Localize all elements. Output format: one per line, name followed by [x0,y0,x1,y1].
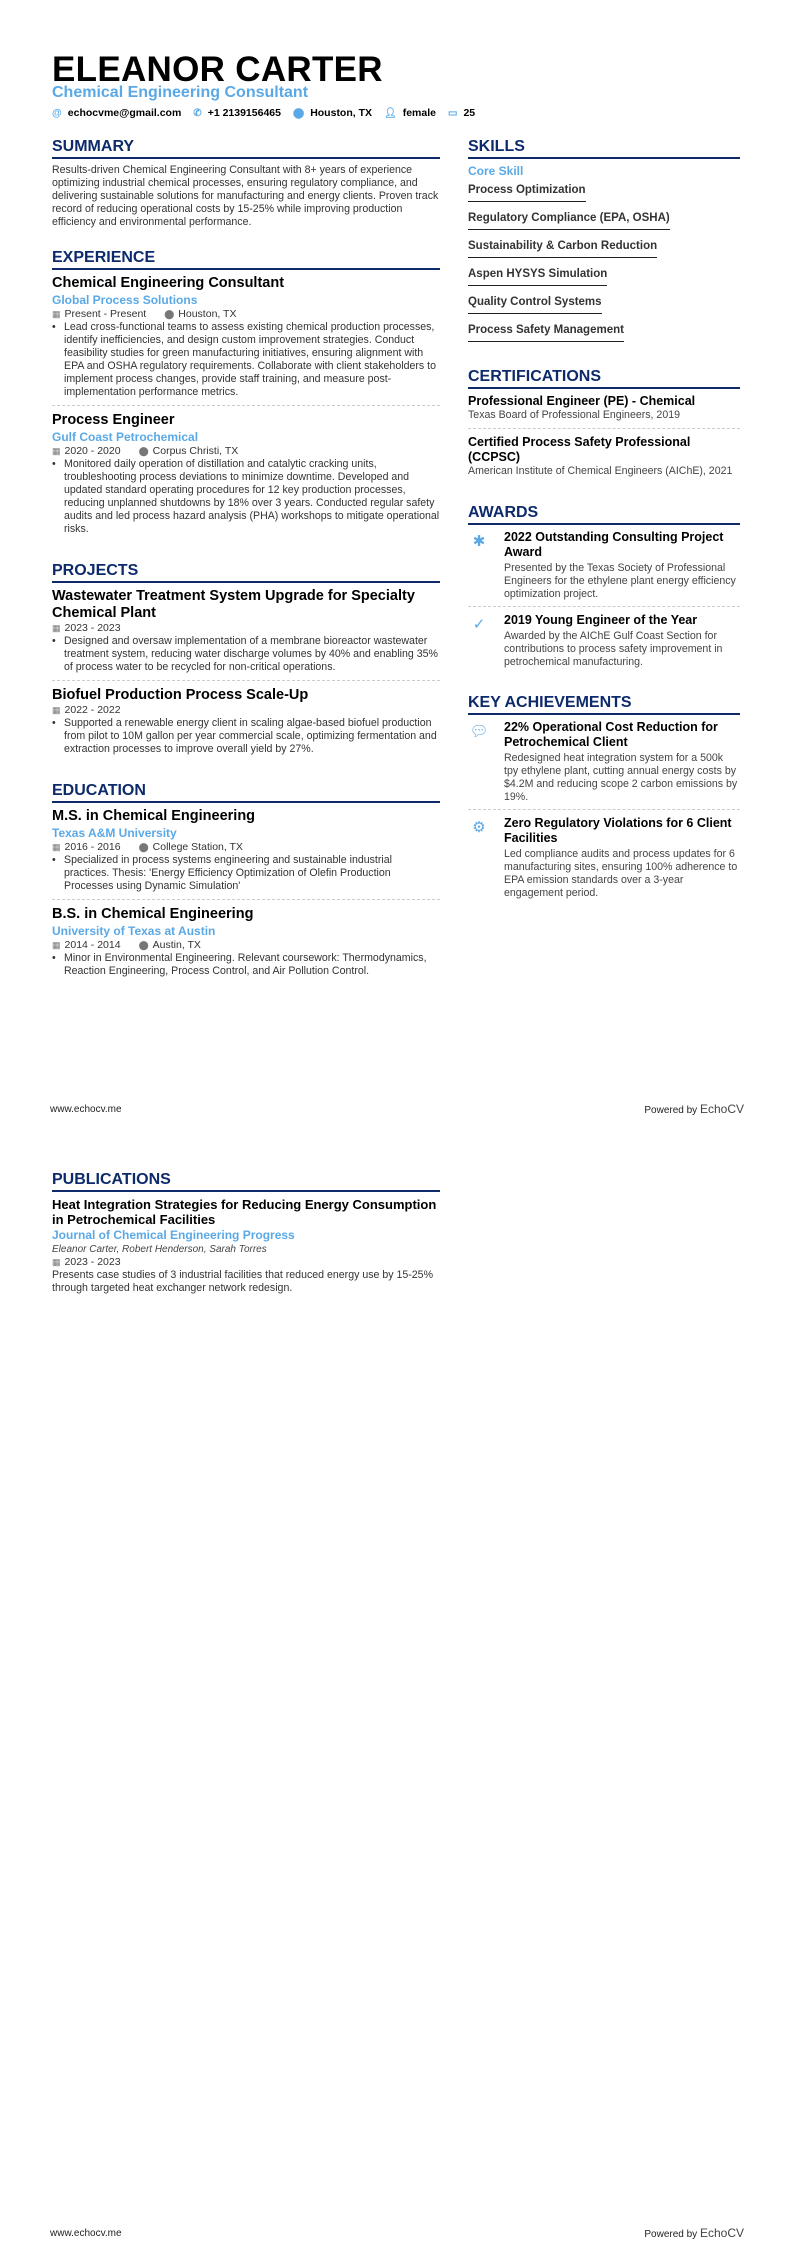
certification-issuer: American Institute of Chemical Engineers (AIChE), 2021 [468,465,733,477]
publication-item [52,1197,440,1301]
award-title: 2019 Young Engineer of the Year [504,613,698,627]
education-item [52,906,440,984]
calendar-icon: ▭ [448,108,458,119]
certification-title: Certified Process Safety Professional (CCPSC) [468,435,691,464]
footer-powered-by: Powered by EchoCV [644,2226,744,2240]
skill-item: Process Safety Management [468,324,624,342]
map-pin-icon: ⬤ [138,446,149,456]
dates: 2023 - 2023 [64,1256,121,1268]
contact-gender: 👤︎ female [384,107,436,119]
project-item [52,687,440,762]
left-column [52,1171,440,1321]
bullet-icon: • [52,952,56,964]
resume-page-2 [0,1123,794,2246]
certification-title: Professional Engineer (PE) - Chemical [468,394,696,408]
skill-item: Regulatory Compliance (EPA, OSHA) [468,212,670,230]
contact-age: ▭ 25 [448,107,476,119]
company-name: Global Process Solutions [52,293,198,307]
education-section [52,782,440,984]
job-title: Process Engineer [52,412,175,428]
summary-text: Results-driven Chemical Engineering Consultant with 8+ years of experience optimizing industrial chemical processes, ensuring regulatory compliance, and delivering sustainable solutions for manufacturing and energy clients. Proven track record of reducing operational costs by 15-25% while improving production efficiency and environmental performance. [52,164,439,228]
skill-group-title: Core Skill [468,164,524,178]
comment-icon: 💬︎ [469,723,489,740]
dates: 2022 - 2022 [64,704,121,716]
brand-logo: EchoCV [699,2226,744,2240]
contact-email[interactable]: @ echocvme@gmail.com [52,107,182,119]
location: Corpus Christi, TX [152,445,239,457]
certification-item [468,435,740,484]
section-heading: PROJECTS [52,562,440,583]
bullet-icon: • [52,458,56,470]
map-pin-icon: ⬤ [164,309,175,319]
left-column [52,138,440,1004]
calendar-icon: ▦ [52,940,61,950]
award-item [468,530,740,607]
section-heading: SKILLS [468,138,740,159]
school-name: Texas A&M University [52,826,177,840]
dates: 2020 - 2020 [64,445,121,457]
education-description: Minor in Environmental Engineering. Relevant coursework: Thermodynamics, Reaction Engineering, Process Control, and Air Pollution Control. [64,952,427,977]
achievement-title: Zero Regulatory Violations for 6 Client Facilities [504,816,732,845]
achievement-item [468,720,740,810]
brand-logo: EchoCV [699,1102,744,1116]
education-description: Specialized in process systems engineering and sustainable industrial practices. Thesis: 'Energy Efficiency Optimization of Olefin Production Processes using Dynamic Simulation' [64,854,393,892]
section-heading: SUMMARY [52,138,440,159]
map-pin-icon: ⬤ [138,842,149,852]
job-title: Chemical Engineering Consultant [52,275,285,291]
skill-item: Sustainability & Carbon Reduction [468,240,657,258]
experience-item [52,275,440,406]
check-icon: ✓ [472,616,486,633]
location: Austin, TX [152,939,201,951]
at-icon: @ [52,108,62,119]
dates: 2016 - 2016 [64,841,121,853]
bullet-icon: • [52,854,56,866]
job-description: Monitored daily operation of distillation and catalytic cracking units, troubleshooting process deviations to minimize downtime. Developed and updated standard operating procedures for 12 key production processes, reducing unplanned shutdowns by 18% over 3 years. Conducted regular safety audits and led process hazard analysis (PHA) workshops to mitigate operational risks. [64,458,440,535]
footer-url[interactable]: www.echocv.me [50,1104,122,1115]
certifications-section [468,368,740,484]
section-heading: KEY ACHIEVEMENTS [468,694,740,715]
bug-icon: ✱ [472,533,486,550]
bullet-icon: • [52,321,56,333]
awards-section [468,504,740,674]
project-description: Supported a renewable energy client in scaling algae-based biofuel production from pilot to 10M gallon per year commercial scale, optimizing fermentation and extraction processes to improve overall yield by 27%. [64,717,437,755]
section-heading: EXPERIENCE [52,249,440,270]
award-description: Awarded by the AIChE Gulf Coast Section for contributions to process safety improvement in petrochemical manufacturing. [504,630,723,668]
publications-section [52,1171,440,1301]
dates: 2023 - 2023 [64,622,121,634]
calendar-icon: ▦ [52,446,61,456]
section-heading: AWARDS [468,504,740,525]
project-title: Biofuel Production Process Scale-Up [52,687,309,703]
calendar-icon: ▦ [52,705,61,715]
publication-description: Presents case studies of 3 industrial facilities that reduced energy use by 15-25% through targeted heat exchanger network redesign. [52,1269,433,1294]
experience-item [52,412,440,542]
projects-section [52,562,440,762]
award-item [468,613,740,674]
section-heading: EDUCATION [52,782,440,803]
achievement-description: Led compliance audits and process updates for 6 manufacturing sites, ensuring 100% adherence to EPA emission standards over a 3-year engagement period. [504,848,738,899]
footer-url[interactable]: www.echocv.me [50,2228,122,2239]
calendar-icon: ▦ [52,1257,61,1267]
map-pin-icon: ⬤ [138,940,149,950]
education-item [52,808,440,900]
publication-authors: Eleanor Carter, Robert Henderson, Sarah Torres [52,1244,267,1255]
degree: B.S. in Chemical Engineering [52,906,254,922]
certification-issuer: Texas Board of Professional Engineers, 2019 [468,409,681,421]
calendar-icon: ▦ [52,623,61,633]
candidate-name: ELEANOR CARTER [52,50,383,89]
skills-section [468,138,740,348]
contact-location: ⬤ Houston, TX [292,107,373,119]
dates: Present - Present [64,308,147,320]
company-name: Gulf Coast Petrochemical [52,430,199,444]
publication-title: Heat Integration Strategies for Reducing Energy Consumption in Petrochemical Facilities [52,1197,437,1227]
project-item [52,588,440,681]
achievements-section [468,694,740,905]
project-description: Designed and oversaw implementation of a membrane bioreactor wastewater treatment system, reducing water discharge volumes by 40% and enabling 35% of process water to be recycled for non-critical operations. [64,635,438,673]
summary-section [52,138,440,229]
candidate-title: Chemical Engineering Consultant [52,84,309,101]
section-heading: PUBLICATIONS [52,1171,440,1192]
project-title: Wastewater Treatment System Upgrade for Specialty Chemical Plant [52,588,415,621]
gear-icon: ⚙ [472,819,486,836]
map-pin-icon: ⬤ [292,108,305,119]
contact-phone: ✆ +1 2139156465 [193,107,281,119]
experience-section [52,249,440,542]
footer-powered-by: Powered by EchoCV [644,1102,744,1116]
dates: 2014 - 2014 [64,939,121,951]
achievement-item [468,816,740,905]
skill-item: Aspen HYSYS Simulation [468,268,607,286]
achievement-title: 22% Operational Cost Reduction for Petrochemical Client [504,720,718,749]
location: College Station, TX [152,841,243,853]
achievement-description: Redesigned heat integration system for a 500k tpy ethylene plant, cutting annual energy costs by $4.2M and reducing scope 2 carbon emissions by 19%. [504,752,738,803]
award-title: 2022 Outstanding Consulting Project Award [504,530,724,559]
bullet-icon: • [52,717,56,729]
journal-name: Journal of Chemical Engineering Progress [52,1228,295,1242]
phone-icon: ✆ [193,108,202,119]
contact-row [52,107,475,119]
calendar-icon: ▦ [52,309,61,319]
skill-item: Quality Control Systems [468,296,602,314]
user-icon: 👤︎ [384,108,397,119]
calendar-icon: ▦ [52,842,61,852]
degree: M.S. in Chemical Engineering [52,808,256,824]
school-name: University of Texas at Austin [52,924,216,938]
location: Houston, TX [178,308,237,320]
section-heading: CERTIFICATIONS [468,368,740,389]
bullet-icon: • [52,635,56,647]
certification-item [468,394,740,429]
award-description: Presented by the Texas Society of Professional Engineers for the ethylene plant energy efficiency optimization project. [504,562,736,600]
job-description: Lead cross-functional teams to assess existing chemical production processes, identify inefficiencies, and design custom improvement strategies. Conduct feasibility studies for green manufacturing initiatives, ensuring alignment with EPA and OSHA regulatory requirements. Collaborate with client stakeholders to implement process changes, provide staff training, and measure post-implementation performance metrics. [64,321,436,398]
right-column [468,138,740,925]
skill-item: Process Optimization [468,184,586,202]
